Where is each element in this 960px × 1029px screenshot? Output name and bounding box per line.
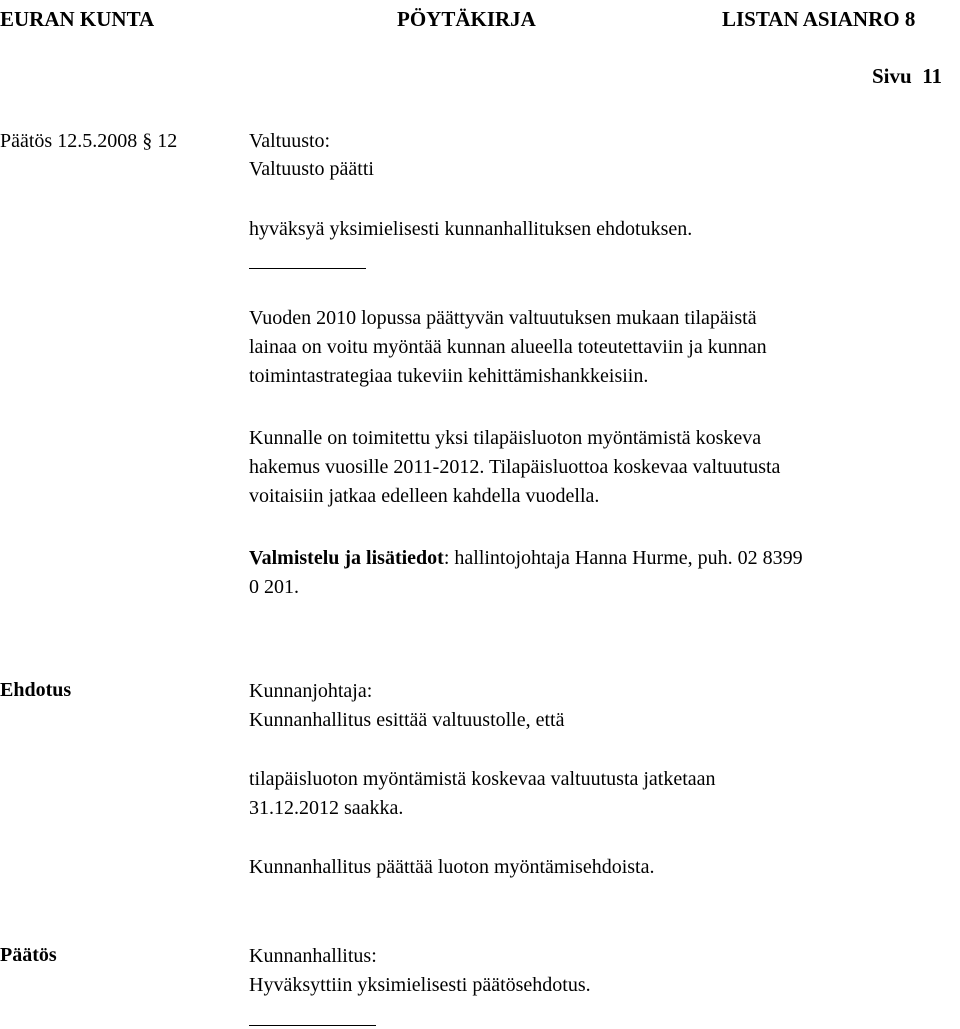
header-page: Sivu 11	[872, 64, 943, 88]
preparation-contact-cont: 0 201.	[249, 576, 299, 598]
proposal-label: Ehdotus	[0, 679, 72, 701]
header-doc-type: PÖYTÄKIRJA	[397, 7, 536, 31]
decision-label: Päätös	[0, 944, 57, 966]
proposal-conclusion: Kunnanhallitus päättää luoton myöntämisehdoista.	[249, 856, 655, 878]
proposal-content	[249, 765, 949, 823]
separator-line	[249, 1025, 376, 1026]
decision-content	[249, 942, 949, 1000]
preparation-contact: : hallintojohtaja Hanna Hurme, puh. 02 8399	[443, 547, 803, 569]
text-line: Kunnanhallitus:	[249, 945, 377, 967]
text-line: Kunnalle on toimitettu yksi tilapäisluoton myöntämistä koskeva	[249, 427, 762, 449]
text-line: Kunnanhallitus esittää valtuustolle, että	[249, 709, 565, 731]
header-municipality: EURAN KUNTA	[0, 7, 155, 31]
header-item-label: LISTAN ASIANRO 8	[722, 7, 916, 31]
decision-body: Valtuusto:	[249, 130, 331, 152]
text-line: lainaa on voitu myöntää kunnan alueella toteutettaviin ja kunnan	[249, 336, 767, 358]
paragraph-application	[249, 424, 949, 511]
proposal-intro	[249, 677, 949, 735]
decision-text: hyväksyä yksimielisesti kunnanhallituksen ehdotuksen.	[249, 218, 693, 240]
text-line: Kunnanjohtaja:	[249, 680, 373, 702]
text-line: tilapäisluoton myöntämistä koskevaa valtuutusta jatketaan	[249, 768, 716, 790]
decision-reference: Päätös 12.5.2008 § 12	[0, 130, 178, 152]
text-line: Hyväksyttiin yksimielisesti päätösehdotus.	[249, 974, 591, 996]
text-line: Vuoden 2010 lopussa päättyvän valtuutuksen mukaan tilapäistä	[249, 307, 757, 329]
separator-line	[249, 268, 366, 269]
preparation-info	[249, 544, 949, 602]
text-line: 31.12.2012 saakka.	[249, 797, 404, 819]
text-line: hakemus vuosille 2011-2012. Tilapäisluottoa koskevaa valtuutusta	[249, 456, 781, 478]
preparation-label: Valmistelu ja lisätiedot	[249, 547, 444, 569]
text-line: voitaisiin jatkaa edelleen kahdella vuodella.	[249, 485, 600, 507]
decision-text: Valtuusto päätti	[249, 158, 374, 180]
paragraph-background	[249, 304, 949, 391]
text-line: toimintastrategiaa tukeviin kehittämishankkeisiin.	[249, 365, 649, 387]
